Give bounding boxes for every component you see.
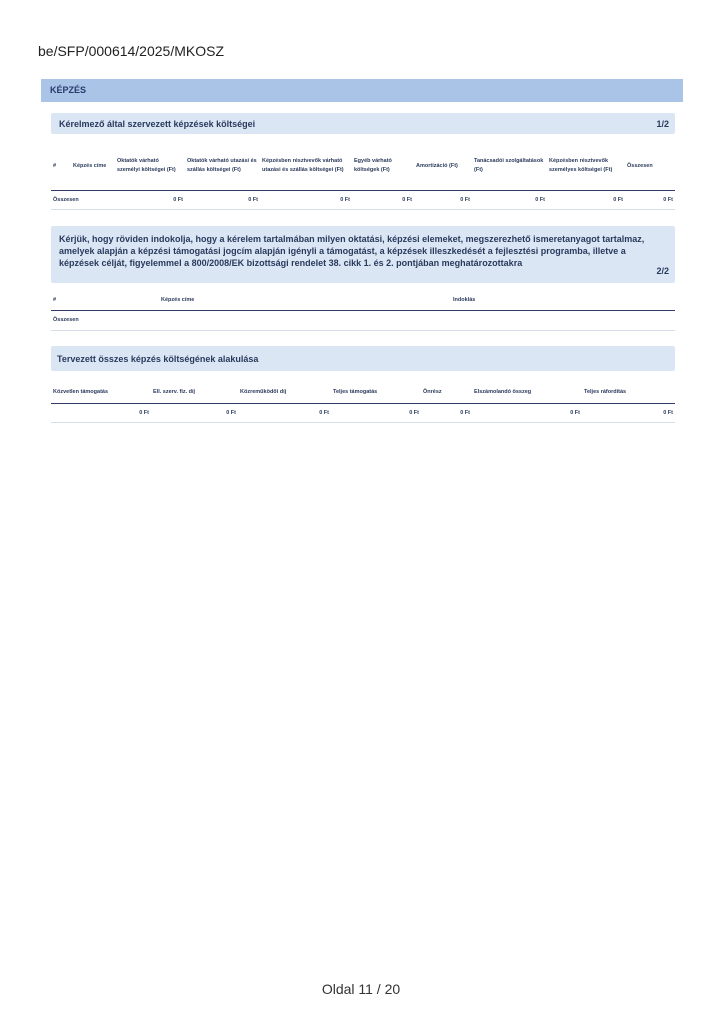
table-cell: 0 Ft — [260, 190, 352, 209]
table-cell — [159, 310, 451, 330]
table-cell: 0 Ft — [185, 190, 260, 209]
justification-total-row — [51, 310, 675, 330]
table-cell: 0 Ft — [547, 190, 625, 209]
table-cell: 0 Ft — [582, 403, 675, 422]
total-label: Összesen — [51, 190, 71, 209]
table-cell: 0 Ft — [352, 190, 414, 209]
col-header-trainer-personal: Oktatók várható személyi költségei (Ft) — [115, 143, 185, 190]
planned-subheader — [51, 346, 675, 371]
col-header-total: Összesen — [625, 143, 675, 190]
costs-title: Kérelmező által szervezett képzések költségei — [59, 119, 256, 129]
table-cell: 0 Ft — [421, 403, 472, 422]
page-footer: Oldal 11 / 20 — [321, 981, 401, 997]
planned-table — [51, 383, 675, 423]
costs-subheader — [51, 113, 675, 134]
costs-header-row — [51, 143, 675, 190]
col-header-direct-support: Közvetlen támogatás — [51, 383, 151, 403]
justification-subheader — [51, 226, 675, 283]
col-header-own-contribution: Önrész — [421, 383, 472, 403]
costs-page-indicator: 1/2 — [656, 119, 669, 129]
col-header-participant-personal: Képzésben résztvevők személyes költségei (Ft) — [547, 143, 625, 190]
col-header-contributor-fee: Közreműködői díj — [238, 383, 331, 403]
document-id: be/SFP/000614/2025/MKOSZ — [38, 43, 224, 59]
planned-header-row — [51, 383, 675, 403]
col-header-amortization: Amortizáció (Ft) — [414, 143, 472, 190]
table-cell: 0 Ft — [472, 403, 582, 422]
costs-table — [51, 143, 675, 210]
justification-page-indicator: 2/2 — [656, 266, 669, 276]
col-header-participant-travel: Képzésben résztvevők várható utazási és szállás költségei (Ft) — [260, 143, 352, 190]
table-cell: 0 Ft — [414, 190, 472, 209]
col-header-total-support: Teljes támogatás — [331, 383, 421, 403]
col-header-accountable-amount: Elszámolandó összeg — [472, 383, 582, 403]
col-header-index: # — [51, 292, 159, 310]
col-header-index: # — [51, 143, 71, 190]
col-header-trainer-travel: Oktatók várható utazási és szállás költségei (Ft) — [185, 143, 260, 190]
col-header-consulting: Tanácsadói szolgáltatások (Ft) — [472, 143, 547, 190]
planned-title: Tervezett összes képzés költségének alakulása — [57, 354, 259, 364]
table-cell: 0 Ft — [115, 190, 185, 209]
planned-values-row — [51, 403, 675, 422]
col-header-course-title: Képzés címe — [71, 143, 115, 190]
col-header-justification: Indoklás — [451, 292, 675, 310]
col-header-total-expenditure: Teljes ráfordítás — [582, 383, 675, 403]
total-label: Összesen — [51, 310, 159, 330]
justification-title: Kérjük, hogy röviden indokolja, hogy a kérelem tartalmában milyen oktatási, képzési elemeket, megszerezhető ismeretanyagot tartalmaz, amelyek alapján a képzési támogatási jogcím alapján igényli a támogatást, a képzések illeszkedését a fejlesztési programba, illetve a képzések célját, figyelemmel a 800/2008/EK bizottsági rendelet 38. cikk 1. és 2. pontjában meghatározottakra — [59, 234, 645, 268]
costs-total-row — [51, 190, 675, 209]
col-header-other-costs: Egyéb várható költségek (Ft) — [352, 143, 414, 190]
table-cell: 0 Ft — [625, 190, 675, 209]
justification-header-row — [51, 292, 675, 310]
table-cell: 0 Ft — [472, 190, 547, 209]
col-header-inspection-fee: Ell. szerv. fiz. díj — [151, 383, 238, 403]
table-cell: 0 Ft — [151, 403, 238, 422]
table-cell: 0 Ft — [51, 403, 151, 422]
section-header-kepzes: KÉPZÉS — [41, 79, 683, 102]
col-header-course-title: Képzés címe — [159, 292, 451, 310]
table-cell — [451, 310, 675, 330]
justification-table — [51, 292, 675, 331]
table-cell: 0 Ft — [331, 403, 421, 422]
table-cell: 0 Ft — [238, 403, 331, 422]
